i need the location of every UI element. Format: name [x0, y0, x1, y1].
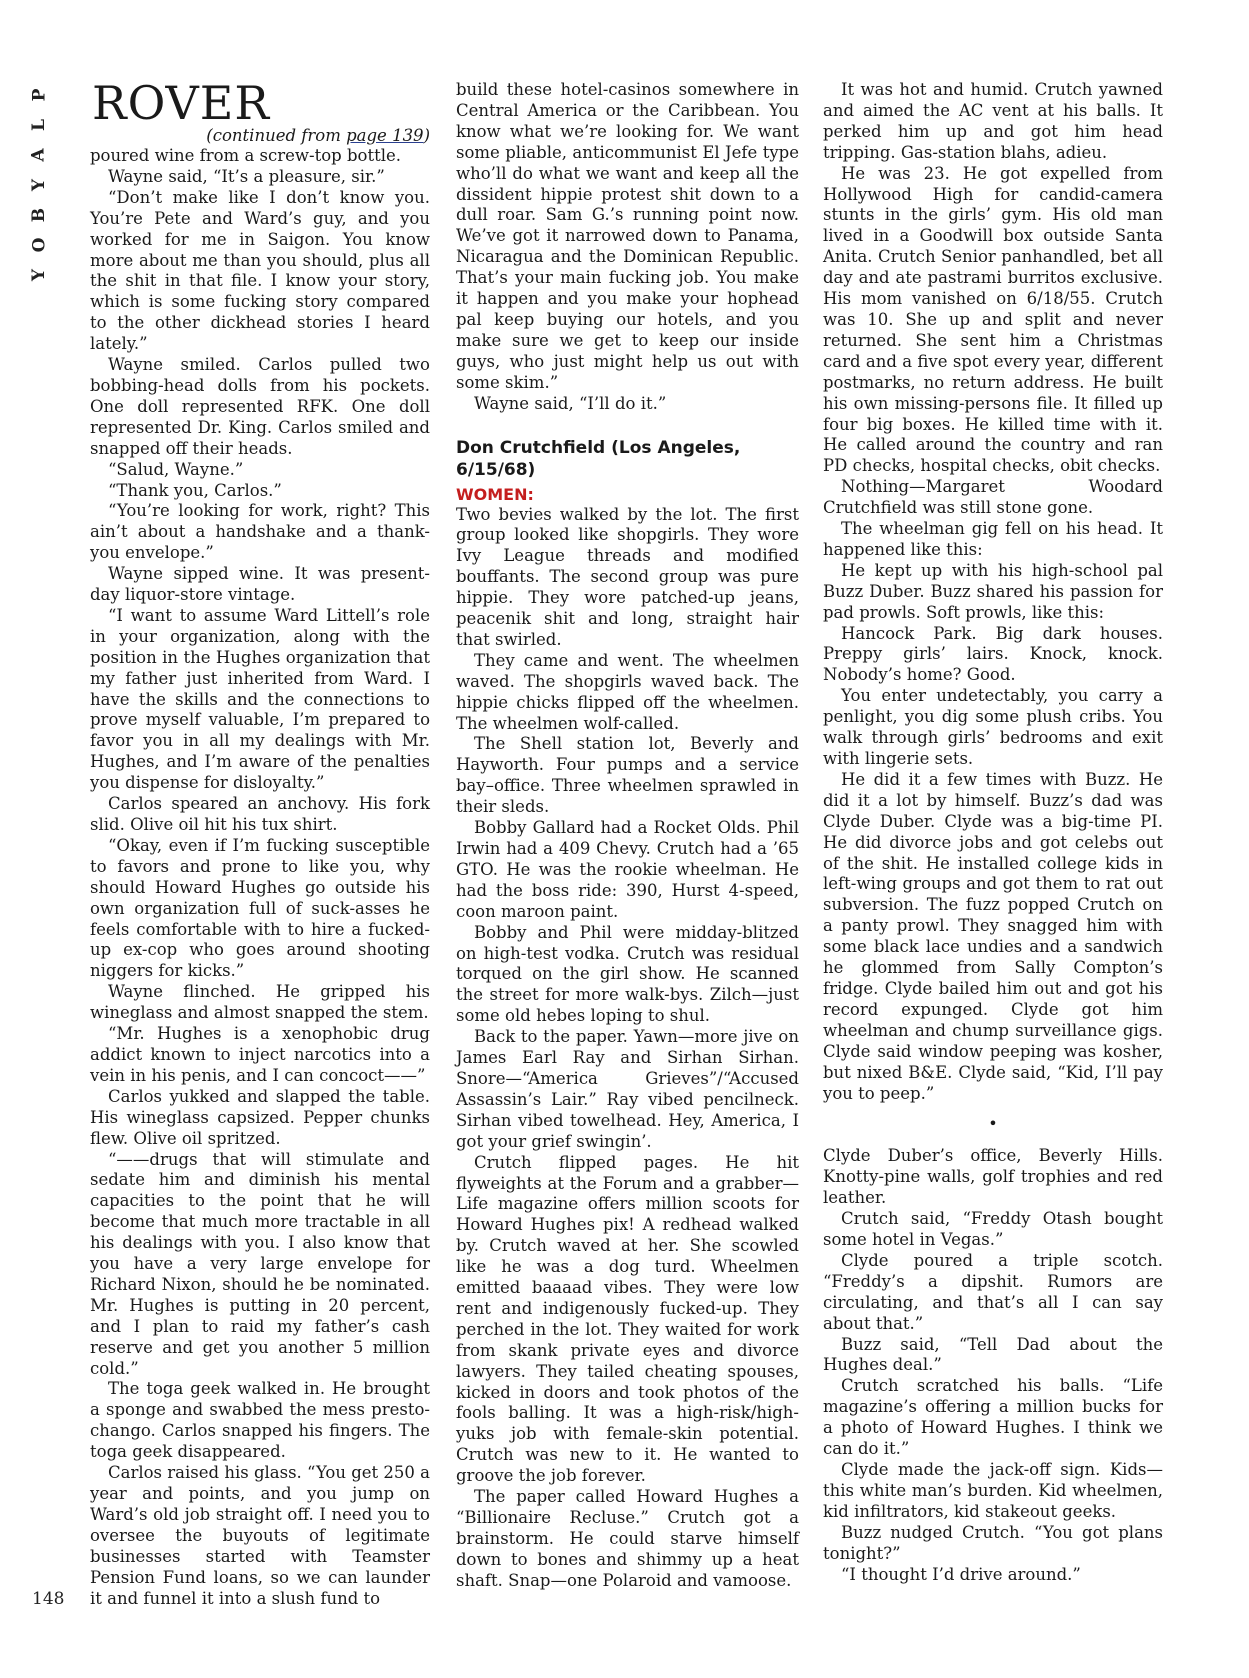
paragraph: Bobby Gallard had a Rocket Olds. Phil Irwin had a 409 Chevy. Crutch had a ’65 GTO. He was the rookie wheelman. He had the boss ride: 390, Hurst 4-speed, coon maroon paint. — [456, 818, 799, 921]
paragraph: Clyde poured a triple scotch. “Freddy’s a dipshit. Rumors are circulating, and that’s all I can say about that.” — [823, 1250, 1163, 1333]
page-number: 148 — [32, 1589, 65, 1609]
continued-page-link[interactable]: page 139 — [346, 126, 424, 145]
section-heading: Don Crutchfield (Los Angeles, 6/15/68) — [456, 437, 741, 480]
paragraph: Wayne sipped wine. It was present-day liquor-store vintage. — [90, 564, 430, 605]
paragraph: He did it a few times with Buzz. He did it a lot by himself. Buzz’s dad was Clyde Duber. Clyde was a big-time PI. He did divorce jobs and got celebs out of the shit. He installed college kids in left-wing groups and got them to rat out subversion. The fuzz popped Crutch on a panty prowl. They snagged him with some black lace undies and a sandwich he glommed from Sally Compton’s fridge. Clyde bailed him out and got his record expunged. Clyde got him wheelman and chump surveillance gigs. Clyde said window peeping was kosher, but nixed B&E. Clyde said, “Kid, I’ll pay you to peep.” — [823, 769, 1163, 1103]
side-letter: L — [28, 119, 49, 131]
story-title: ROVER — [92, 76, 270, 130]
column-1 — [90, 76, 430, 1609]
paragraph: Wayne smiled. Carlos pulled two bobbing-head dolls from his pockets. One doll represented RFK. One doll represented Dr. King. Carlos smiled and snapped off their heads. — [90, 355, 430, 458]
paragraph: “——drugs that will stimulate and sedate him and diminish his mental capacities to the point that he will become that much more tractable in all his dealings with you. I also know that you have a very large envelope for Richard Nixon, should he be nominated. Mr. Hughes is putting in 20 percent, and I plan to raid my father’s cash reserve and get you another 5 million cold.” — [90, 1149, 430, 1378]
paragraph: Carlos raised his glass. “You get 250 a year and points, and you jump on Ward’s old job straight off. I need you to oversee the buyouts of legitimate businesses started with Teamster Pension Fund loans, so we can launder it and funnel it into a slush fund to — [90, 1463, 430, 1608]
paragraph: Wayne flinched. He gripped his wineglass and almost snapped the stem. — [90, 982, 430, 1023]
paragraph: The wheelman gig fell on his head. It happened like this: — [823, 519, 1163, 559]
side-letter: A — [28, 148, 49, 162]
paragraph: “I want to assume Ward Littell’s role in your organization, along with the position in the Hughes organization that my father just inherited from Ward. I have the skills and the connections to prove myself valuable, I’m prepared to favor you in all my dealings with Mr. Hughes, and I’m aware of the penalties you dispense for disloyalty.” — [90, 605, 430, 793]
column-3-body-top — [823, 80, 1163, 1104]
paragraph: Crutch scratched his balls. “Life magazine’s offering a million bucks for a photo of Howard Hughes. I think we can do it.” — [823, 1376, 1163, 1459]
paragraph: He kept up with his high-school pal Buzz Duber. Buzz shared his passion for pad prowls. Soft prowls, like this: — [823, 560, 1163, 622]
side-letter: P — [28, 88, 49, 102]
paragraph: You enter undetectably, you carry a penlight, you dig some plush cribs. You walk through girls’ bedrooms and exit with lingerie sets. — [823, 686, 1163, 768]
paragraph: Carlos yukked and slapped the table. His wineglass capsized. Pepper chunks flew. Olive oil spritzed. — [90, 1086, 430, 1148]
paragraph: It was hot and humid. Crutch yawned and aimed the AC vent at his balls. It perked him up and got him head tripping. Gas-station blahs, adieu. — [823, 80, 1163, 162]
column-3 — [823, 80, 1163, 1585]
magazine-side-label — [28, 80, 50, 290]
paragraph: “Thank you, Carlos.” — [108, 480, 282, 500]
paragraph: “Salud, Wayne.” — [108, 459, 244, 479]
column-3-body-bottom — [823, 1146, 1163, 1585]
paragraph: build these hotel-casinos somewhere in Central America or the Caribbean. You know what we’re looking for. We want some pliable, anticommunist El Jefe type who’ll do what we want and keep all the dissident hippie protest shit down to a dull roar. Sam G.’s running point now. We’ve got it narrowed down to Panama, Nicaragua and the Dominican Republic. That’s your main fucking job. You make it happen and you make your hophead pal keep buying our hotels, and you make sure we get to keep our inside guys, who just might help us out with some skim.” — [456, 80, 799, 392]
column-2-body-bottom — [456, 505, 799, 1592]
paragraph: “Don’t make like I don’t know you. You’re Pete and Ward’s guy, and you worked for me in Saigon. You know more about me than you should, plus all the shit in that file. I know your story, which is some fucking story compared to the other dickhead stories I heard lately.” — [90, 187, 430, 354]
section-subhead: WOMEN: — [456, 484, 534, 504]
paragraph: “Okay, even if I’m fucking susceptible to favors and prone to like you, why should Howard Hughes go outside his own organization full of suck-asses he feels comfortable with to hire a fucked-up ex-cop who goes around shooting niggers for kicks.” — [90, 835, 430, 981]
paragraph: Wayne said, “I’ll do it.” — [474, 393, 667, 413]
paragraph: Nothing—Margaret Woodard Crutchfield was still stone gone. — [823, 477, 1163, 518]
side-letter: Y — [28, 268, 49, 282]
continued-suffix: ) — [423, 126, 430, 145]
section-break-bullet: • — [988, 1114, 998, 1134]
side-letter: B — [29, 207, 49, 223]
paragraph: Back to the paper. Yawn—more jive on James Earl Ray and Sirhan Sirhan. Snore—“America Grieves”/“Accused Assassin’s Lair.” Ray vibed pencilneck. Sirhan vibed towelhead. Hey, America, I got your grief swingin’. — [456, 1027, 799, 1151]
paragraph: Carlos speared an anchovy. His fork slid. Olive oil hit his tux shirt. — [90, 794, 430, 834]
paragraph: Crutch said, “Freddy Otash bought some hotel in Vegas.” — [823, 1209, 1163, 1250]
column-2-body-top — [456, 80, 799, 415]
paragraph: The Shell station lot, Beverly and Hayworth. Four pumps and a service bay–office. Three wheelmen sprawled in their sleds. — [456, 734, 799, 817]
column-1-body — [90, 146, 430, 1609]
paragraph: Buzz nudged Crutch. “You got plans tonight?” — [823, 1522, 1163, 1563]
paragraph: The toga geek walked in. He brought a sponge and swabbed the mess presto-chango. Carlos snapped his fingers. The toga geek disappeared. — [90, 1379, 430, 1462]
paragraph: “Mr. Hughes is a xenophobic drug addict known to inject narcotics into a vein in his penis, and I can concoct——” — [90, 1024, 430, 1085]
paragraph: The paper called Howard Hughes a “Billionaire Recluse.” Crutch got a brainstorm. He could starve himself down to bones and shimmy up a heat shaft. Snap—one Polaroid and vamoose. — [456, 1487, 799, 1590]
paragraph: Buzz said, “Tell Dad about the Hughes deal.” — [823, 1334, 1163, 1375]
paragraph: “I thought I’d drive around.” — [841, 1564, 1081, 1584]
paragraph: Wayne said, “It’s a pleasure, sir.” — [108, 166, 385, 186]
paragraph: “You’re looking for work, right? This ain’t about a handshake and a thank-you envelope.” — [90, 501, 430, 563]
paragraph: They came and went. The wheelmen waved. The shopgirls waved back. The hippie chicks flipped off the wheelmen. The wheelmen wolf-called. — [456, 650, 799, 733]
paragraph: Crutch flipped pages. He hit flyweights at the Forum and a grabber—Life magazine offers million scoots for Howard Hughes pix! A redhead walked by. Crutch waved at her. She scowled like he was a dog turd. Wheelmen emitted baaaad vibes. They were low rent and indigenously fucked-up. They perched in the lot. They waited for work from skank private eyes and divorce lawyers. They tailed cheating spouses, kicked in doors and took photos of the fools balling. It was a high-risk/high-yuks job with female-skin potential. Crutch was new to it. He wanted to groove the job forever. — [456, 1152, 799, 1486]
side-letter: O — [29, 237, 49, 253]
column-2 — [456, 80, 799, 1592]
paragraph: Clyde Duber’s office, Beverly Hills. Knotty-pine walls, golf trophies and red leather. — [823, 1146, 1163, 1208]
paragraph: Hancock Park. Big dark houses. Preppy girls’ lairs. Knock, knock. Nobody’s home? Good. — [823, 623, 1163, 685]
paragraph: He was 23. He got expelled from Hollywood High for candid-camera stunts in the girls’ gym. His old man lived in a Goodwill box outside Santa Anita. Crutch Senior panhandled, bet all day and ate pastrami burritos exclusive. His mom vanished on 6/18/55. Crutch was 10. She up and split and never returned. She sent him a Christmas card and a five spot every year, different postmarks, no return address. He built his own missing-persons file. It filled up four big boxes. He killed time with it. He called around the country and ran PD checks, hospital checks, obit checks. — [823, 163, 1163, 476]
side-letter: Y — [28, 178, 49, 192]
paragraph: Bobby and Phil were midday-blitzed on high-test vodka. Crutch was residual torqued on the girl show. He scanned the street for more walk-bys. Zilch—just some old hebes loping to shul. — [456, 922, 799, 1026]
continued-prefix: (continued from — [206, 126, 347, 145]
paragraph: Two bevies walked by the lot. The first group looked like shopgirls. They wore Ivy League threads and modified bouffants. The second group was pure hippie. They wore patched-up jeans, peacenik shit and long, straight hair that swirled. — [456, 504, 799, 649]
paragraph: poured wine from a screw-top bottle. — [90, 146, 401, 165]
paragraph: Clyde made the jack-off sign. Kids—this white man’s burden. Kid wheelmen, kid infiltrators, kid stakeout geeks. — [823, 1460, 1163, 1521]
